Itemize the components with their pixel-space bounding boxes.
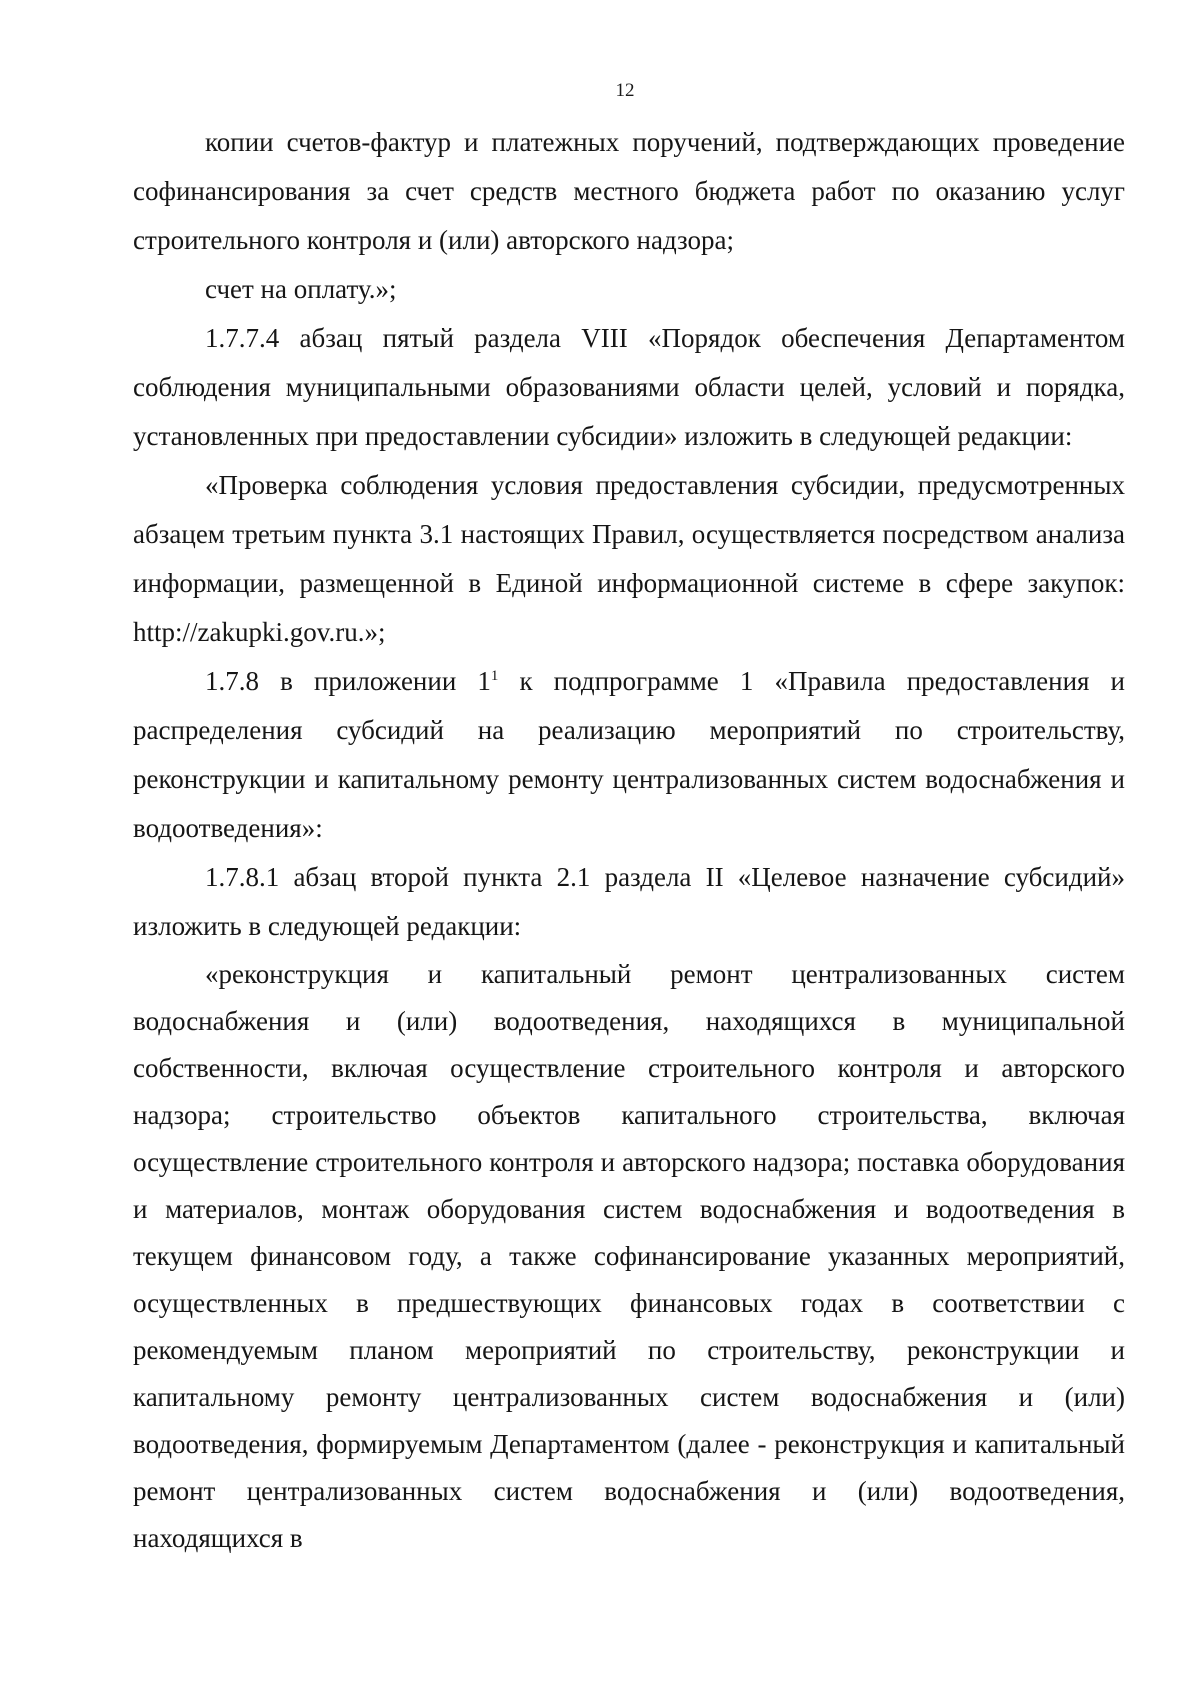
appendix-superscript: 1 (490, 668, 499, 684)
paragraph-payment-bill: счет на оплату.»; (205, 274, 397, 304)
paragraph-invoices: копии счетов-фактур и платежных поручений, подтверждающих проведение софинансирования за счет средств местного бюджета работ по оказанию услуг строительного контроля и (или) авторского надзора; (133, 127, 1125, 255)
page-number: 12 (615, 80, 635, 101)
paragraph-1-7-7-4: 1.7.7.4 абзац пятый раздела VIII «Порядок обеспечения Департаментом соблюдения муниципальными образованиями области целей, условий и порядка, установленных при предоставлении субсидии» изложить в следующей редакции: (133, 323, 1125, 451)
paragraph-1-7-8-lead: 1.7.8 в приложении 1 (205, 666, 491, 696)
paragraph-1-7-8-rest: к подпрограмме 1 «Правила предоставления и распределения субсидий на реализацию мероприятий по строительству, реконструкции и капитальному ремонту централизованных систем водоснабжения и водоотведения»: (133, 666, 1125, 843)
paragraph-1-7-8 (133, 657, 1125, 853)
paragraph-reconstruction-quote: «реконструкция и капитальный ремонт централизованных систем водоснабжения и (или) водоотведения, находящихся в муниципальной собственности, включая осуществление строительного контроля и авторского надзора; строительство объектов капитального строительства, включая осуществление строительного контроля и авторского надзора; поставка оборудования и материалов, монтаж оборудования систем водоснабжения и водоотведения в текущем финансовом году, а также софинансирование указанных мероприятий, осуществленных в предшествующих финансовых годах в соответствии с рекомендуемым планом мероприятий по строительству, реконструкции и капитальному ремонту централизованных систем водоснабжения и (или) водоотведения, формируемым Департаментом (далее - реконструкция и капитальный ремонт централизованных систем водоснабжения и (или) водоотведения, находящихся в (133, 959, 1125, 1553)
paragraph-verification-quote: «Проверка соблюдения условия предоставления субсидии, предусмотренных абзацем третьим пункта 3.1 настоящих Правил, осуществляется посредством анализа информации, размещенной в Единой информационной системе в сфере закупок: http://zakupki.gov.ru.»; (133, 470, 1125, 647)
document-body (133, 118, 1125, 1562)
scan-edge-marks (1080, 1684, 1120, 1692)
paragraph-1-7-8-1: 1.7.8.1 абзац второй пункта 2.1 раздела II «Целевое назначение субсидий» изложить в следующей редакции: (133, 862, 1125, 941)
